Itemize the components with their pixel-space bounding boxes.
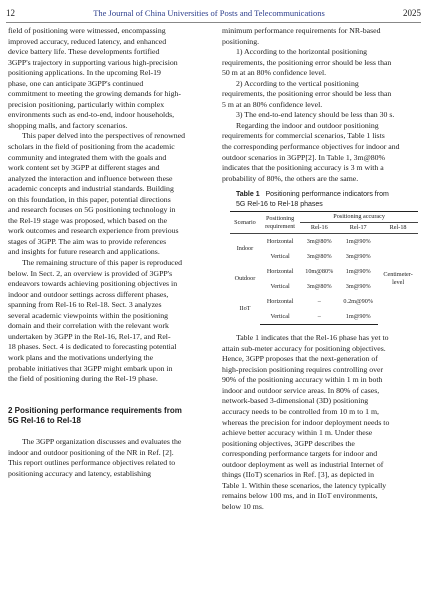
requirement-latency <box>222 110 420 121</box>
text-line: The 3GPP organization discusses and evaluates the <box>22 437 182 447</box>
text-line: 1) According to the horizontal positioning <box>236 47 368 57</box>
text-line: remains below 100 ms, and in IIoT environments, <box>222 491 378 501</box>
text-line: 2) According to the vertical positioning <box>236 78 359 88</box>
table-cell-rel17: 0.2m@90% <box>343 297 374 305</box>
left-column <box>8 26 206 479</box>
text-line: indoor and outdoor settings across different phases, <box>8 289 169 299</box>
text-line: community and integrated them with the goals and <box>8 152 167 162</box>
text-line: outdoor scenarios in 3GPP[2]. In Table 1, 3m@80% <box>222 152 386 162</box>
table-cell-rel16: – <box>317 297 321 305</box>
text-line: field of positioning were witnessed, encompassing <box>8 26 166 35</box>
text-line: and research focuses on 5G positioning technology in <box>8 205 176 215</box>
section-title-line: 2 Positioning performance requirements from <box>8 405 182 415</box>
text-line: 5 m at an 80% confidence level. <box>222 99 323 109</box>
text-line: analyzed the interaction and influence between these <box>8 173 173 183</box>
table-cell-rel16: – <box>300 309 338 325</box>
section-title-line: 5G Rel-16 to Rel-18 <box>8 416 81 426</box>
text-line: the corresponding performance objectives for indoor and <box>222 142 400 152</box>
paragraph-paper-scope <box>8 131 206 258</box>
table-cell-rel16: 10m@80% <box>305 267 334 275</box>
positioning-performance-table <box>230 211 418 325</box>
table-cell-rel17: 3m@90% <box>345 282 371 290</box>
table-cell-rel17: 1m@90% <box>338 309 378 325</box>
table-cell-requirement: Horizontal <box>266 297 294 305</box>
text-line: commitment to meeting the growing demands for high- <box>8 89 182 99</box>
text-line: indoor and outdoor service areas. In 80% of cases, <box>222 385 380 395</box>
table-cell-rel18: Centimeter- level <box>378 234 418 325</box>
table-cell-scenario: IIoT <box>239 305 251 313</box>
text-line: corresponding performance targets for indoor and <box>222 449 378 459</box>
table-header-rel16: Rel-16 <box>310 224 328 232</box>
text-line: undertaken by 3GPP in the Rel-16, Rel-17, and Rel- <box>8 331 171 341</box>
text-line: probable initiatives that 3GPP might embark upon in <box>8 363 173 373</box>
text-line: Table 1. Within these scenarios, the latency typically <box>222 480 387 490</box>
text-line: endeavors towards achieving positioning objectives in <box>8 279 178 289</box>
paragraph-section2-intro <box>8 437 206 479</box>
text-line: Regarding the indoor and outdoor positioning <box>236 120 379 130</box>
text-line: work plans and the motivations underlying the <box>8 352 154 362</box>
text-line: scholars in the field of positioning from the academic <box>8 142 175 152</box>
publication-year: 2025 <box>402 8 421 18</box>
paragraph-min-requirements <box>222 26 420 47</box>
text-line: minimum performance requirements for NR-based <box>222 26 381 35</box>
text-line: 50 m at an 80% confidence level. <box>222 68 327 78</box>
table-caption-line: 5G Rel-16 to Rel-18 phases <box>236 200 323 208</box>
text-line: Hence, 3GPP proposes that the next-generation of <box>222 354 378 364</box>
text-line: This paper delved into the perspectives of renowned <box>22 131 186 141</box>
table-cell-requirement: Vertical <box>270 282 290 290</box>
text-line: requirements, the positioning error should be less than <box>222 89 392 99</box>
paragraph-structure <box>8 258 206 385</box>
table-cell-rel16: 3m@80% <box>306 282 332 290</box>
text-line: shopping malls, and factory scenarios. <box>8 120 128 130</box>
text-line: 18 phases. Sect. 4 is dedicated to forecasting potential <box>8 342 177 352</box>
text-line: improved accuracy, reduced latency, and enhanced <box>8 36 167 46</box>
text-line: the field of positioning during the Rel-19 phase. <box>8 374 158 384</box>
text-line: on this foundation, in this paper, potential directions <box>8 194 171 204</box>
table-cell-requirement: Horizontal <box>266 267 294 275</box>
text-line: The remaining structure of this paper is reproduced <box>22 258 182 268</box>
text-line: several academic viewpoints within the positioning <box>8 310 169 320</box>
text-line: 3GPP's trajectory in supporting various high-precision <box>8 57 178 67</box>
paragraph-table-discussion <box>222 333 420 512</box>
text-line: positioning. <box>222 36 260 46</box>
table-cell-scenario: Outdoor <box>234 275 256 283</box>
table-cell-rel17: 1m@90% <box>345 267 371 275</box>
requirement-vertical <box>222 79 420 111</box>
text-line: below. In Sect. 2, an overview is provided of 3GPP's <box>8 268 173 278</box>
text-line: the Rel-19 stage was proposed, which based on the <box>8 215 168 225</box>
text-line: indoor and outdoor positioning of the NR in Ref. [2]. <box>8 447 174 457</box>
text-line: This report outlines performance objectives related to <box>8 458 176 468</box>
text-line: phase, one can anticipate 3GPP's continued <box>8 78 144 88</box>
text-line: Table 1 indicates that the Rel-16 phase has yet to <box>236 333 389 343</box>
table-header-rel17: Rel-17 <box>349 224 367 232</box>
text-line: high-precision positioning requires controlling over <box>222 364 384 374</box>
text-line: indicates that the positioning accuracy is 3 m with a <box>222 163 384 173</box>
text-line: stages of 3GPP. The aim was to provide references <box>8 236 167 246</box>
text-line: precision positioning, particularly within complex <box>8 99 165 109</box>
table-cell-rel16: 3m@80% <box>306 252 332 260</box>
text-line: below 10 ms. <box>222 501 264 511</box>
paragraph-table-intro <box>222 121 420 184</box>
text-line: positioning accuracy and latency, establishing <box>8 468 152 478</box>
text-line: 3) The end-to-end latency should be less than 30 s. <box>236 110 395 120</box>
table-header-accuracy: Positioning accuracy <box>300 212 418 223</box>
right-column <box>222 26 420 513</box>
table-header-requirement: Positioning requirement <box>260 212 300 234</box>
text-line: 90% of the positioning accuracy within 1 m in both <box>222 375 383 385</box>
table-cell-scenario: Indoor <box>230 234 260 265</box>
text-line: work content set by 3GPP at different stages and <box>8 163 160 173</box>
running-header <box>6 6 421 23</box>
table-cell-requirement: Vertical <box>260 309 300 325</box>
table-label: Table 1 <box>236 191 260 199</box>
text-line: domain and their correlation with the relevant work <box>8 321 169 331</box>
text-line: probability of 80%, the others are the same. <box>222 173 359 183</box>
text-line: academic concepts and industrial standards. Building <box>8 184 174 194</box>
text-line: whereas the precision for indoor deployment needs to <box>222 417 390 427</box>
text-line: requirements for commercial scenarios, Table 1 lists <box>222 131 385 141</box>
text-line: device battery life. These developments fortified <box>8 47 160 57</box>
table-cell-rel16: 3m@80% <box>300 234 338 250</box>
table-cell-requirement: Horizontal <box>260 234 300 250</box>
text-line: achieve better accuracy within 1 m. Under these <box>222 428 373 438</box>
text-line: network-based 3-dimensional (3D) positioning <box>222 396 369 406</box>
table-caption <box>222 190 420 209</box>
requirement-horizontal <box>222 47 420 79</box>
table-row <box>230 234 418 250</box>
text-line: outdoor deployment as well as industrial Internet of <box>222 459 384 469</box>
text-line: and insights for future research and applications. <box>8 247 160 257</box>
text-line: spanning from Rel-16 to Rel-18. Sect. 3 analyzes <box>8 300 162 310</box>
text-line: positioning applications. In the upcoming Rel-19 <box>8 68 161 78</box>
text-line: environments such as end-to-end, indoor households, <box>8 110 175 120</box>
text-line: requirements, the positioning error should be less than <box>222 57 392 67</box>
table-cell-requirement: Vertical <box>270 252 290 260</box>
table-cell-rel17: 1m@90% <box>338 234 378 250</box>
table-caption-line: Positioning performance indicators from <box>265 191 389 199</box>
text-line: accuracy needs to be controlled from 10 m to 1 m, <box>222 407 379 417</box>
journal-title: The Journal of China Universities of Posts and Telecommunications <box>93 8 325 18</box>
table-header-rel18: Rel-18 <box>389 224 407 232</box>
section-heading <box>8 406 206 427</box>
text-line: attain sub-meter accuracy for positioning objectives. <box>222 343 386 353</box>
paragraph-intro-continued <box>8 26 206 131</box>
table-cell-rel17: 3m@90% <box>345 252 371 260</box>
page-number: 12 <box>6 8 15 18</box>
text-line: positioning objectives, 3GPP describes the <box>222 438 355 448</box>
text-line: work outcomes and research experience from previous <box>8 226 179 236</box>
table-header-scenario: Scenario <box>230 212 260 234</box>
text-line: things (IIoT) scenarios in Ref. [3], as depicted in <box>222 470 374 480</box>
